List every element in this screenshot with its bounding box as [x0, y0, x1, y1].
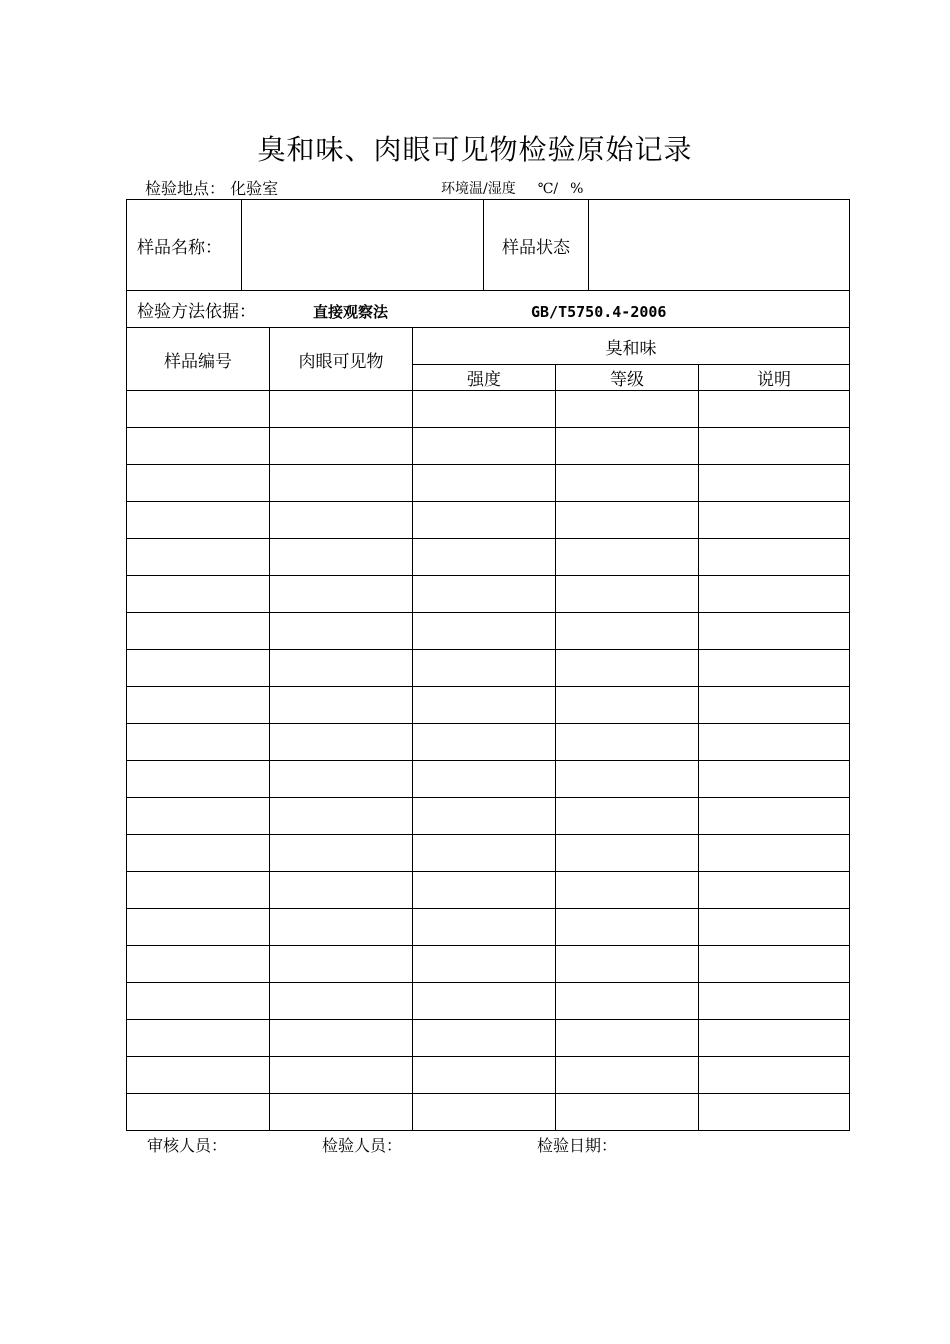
- cell-sample-no[interactable]: [127, 428, 270, 465]
- cell-sample-no[interactable]: [127, 872, 270, 909]
- table-row: [127, 724, 850, 761]
- cell-note[interactable]: [699, 835, 850, 872]
- cell-grade[interactable]: [556, 650, 699, 687]
- table-row: [127, 909, 850, 946]
- cell-intensity[interactable]: [413, 872, 556, 909]
- cell-grade[interactable]: [556, 687, 699, 724]
- cell-grade[interactable]: [556, 983, 699, 1020]
- table-row: [127, 539, 850, 576]
- cell-grade[interactable]: [556, 946, 699, 983]
- inspection-location: [145, 176, 278, 199]
- header-note: 说明: [699, 365, 850, 391]
- cell-grade[interactable]: [556, 1020, 699, 1057]
- method-label: 检验方法依据：: [137, 301, 256, 322]
- cell-note[interactable]: [699, 502, 850, 539]
- cell-grade[interactable]: [556, 1057, 699, 1094]
- cell-grade[interactable]: [556, 576, 699, 613]
- cell-note[interactable]: [699, 909, 850, 946]
- cell-visible-matter[interactable]: [270, 502, 413, 539]
- cell-intensity[interactable]: [413, 576, 556, 613]
- cell-sample-no[interactable]: [127, 909, 270, 946]
- cell-visible-matter[interactable]: [270, 465, 413, 502]
- page-title: 臭和味、肉眼可见物检验原始记录: [257, 133, 693, 166]
- cell-sample-no[interactable]: [127, 983, 270, 1020]
- table-row: [127, 391, 850, 428]
- table-row: [127, 1057, 850, 1094]
- table-row: [127, 872, 850, 909]
- header-intensity: 强度: [413, 365, 556, 391]
- table-row: [127, 835, 850, 872]
- cell-grade[interactable]: [556, 724, 699, 761]
- sample-state-label: 样品状态: [484, 200, 589, 291]
- location-value: 化验室: [230, 179, 279, 198]
- cell-sample-no[interactable]: [127, 835, 270, 872]
- cell-sample-no[interactable]: [127, 687, 270, 724]
- cell-visible-matter[interactable]: [270, 872, 413, 909]
- cell-intensity[interactable]: [413, 761, 556, 798]
- cell-note[interactable]: [699, 391, 850, 428]
- cell-visible-matter[interactable]: [270, 983, 413, 1020]
- cell-intensity[interactable]: [413, 946, 556, 983]
- cell-sample-no[interactable]: [127, 1020, 270, 1057]
- sample-name-field[interactable]: [242, 200, 484, 291]
- cell-visible-matter[interactable]: [270, 1020, 413, 1057]
- cell-intensity[interactable]: [413, 909, 556, 946]
- cell-note[interactable]: [699, 872, 850, 909]
- cell-grade[interactable]: [556, 613, 699, 650]
- cell-sample-no[interactable]: [127, 1094, 270, 1131]
- cell-note[interactable]: [699, 1094, 850, 1131]
- cell-sample-no[interactable]: [127, 798, 270, 835]
- cell-visible-matter[interactable]: [270, 909, 413, 946]
- table-row: [127, 465, 850, 502]
- cell-intensity[interactable]: [413, 465, 556, 502]
- cell-intensity[interactable]: [413, 687, 556, 724]
- cell-note[interactable]: [699, 613, 850, 650]
- cell-sample-no[interactable]: [127, 576, 270, 613]
- cell-note[interactable]: [699, 465, 850, 502]
- cell-visible-matter[interactable]: [270, 576, 413, 613]
- cell-grade[interactable]: [556, 539, 699, 576]
- cell-grade[interactable]: [556, 502, 699, 539]
- cell-sample-no[interactable]: [127, 391, 270, 428]
- table-row: [127, 613, 850, 650]
- table-row: [127, 502, 850, 539]
- cell-note[interactable]: [699, 576, 850, 613]
- cell-visible-matter[interactable]: [270, 613, 413, 650]
- cell-grade[interactable]: [556, 909, 699, 946]
- cell-visible-matter[interactable]: [270, 761, 413, 798]
- table-row: [127, 576, 850, 613]
- cell-sample-no[interactable]: [127, 465, 270, 502]
- method-row: [127, 291, 850, 328]
- table-row: [127, 983, 850, 1020]
- cell-sample-no[interactable]: [127, 650, 270, 687]
- cell-note[interactable]: [699, 428, 850, 465]
- cell-sample-no[interactable]: [127, 1057, 270, 1094]
- table-row: [127, 687, 850, 724]
- cell-visible-matter[interactable]: [270, 835, 413, 872]
- table-row: [127, 761, 850, 798]
- cell-visible-matter[interactable]: [270, 724, 413, 761]
- method-standard: GB/T5750.4-2006: [531, 302, 667, 321]
- inspection-date-label: 检验日期：: [537, 1136, 618, 1155]
- cell-intensity[interactable]: [413, 798, 556, 835]
- cell-grade[interactable]: [556, 428, 699, 465]
- cell-note[interactable]: [699, 539, 850, 576]
- cell-grade[interactable]: [556, 1094, 699, 1131]
- cell-note[interactable]: [699, 761, 850, 798]
- header-grade: 等级: [556, 365, 699, 391]
- cell-visible-matter[interactable]: [270, 1094, 413, 1131]
- inspector-label: 检验人员：: [322, 1136, 403, 1155]
- header-odor-taste: 臭和味: [413, 328, 850, 365]
- cell-note[interactable]: [699, 724, 850, 761]
- cell-intensity[interactable]: [413, 1020, 556, 1057]
- header-sample-no: 样品编号: [127, 328, 270, 391]
- cell-note[interactable]: [699, 798, 850, 835]
- sample-name-label: 样品名称：: [127, 200, 242, 291]
- cell-intensity[interactable]: [413, 724, 556, 761]
- cell-note[interactable]: [699, 650, 850, 687]
- cell-visible-matter[interactable]: [270, 946, 413, 983]
- header-visible-matter: 肉眼可见物: [270, 328, 413, 391]
- cell-visible-matter[interactable]: [270, 650, 413, 687]
- cell-grade[interactable]: [556, 465, 699, 502]
- cell-note[interactable]: [699, 687, 850, 724]
- cell-sample-no[interactable]: [127, 946, 270, 983]
- cell-visible-matter[interactable]: [270, 687, 413, 724]
- location-label: 检验地点：: [145, 179, 226, 198]
- reviewer-label: 审核人员：: [147, 1136, 228, 1155]
- cell-sample-no[interactable]: [127, 539, 270, 576]
- environment-label: 环境温/湿度: [441, 181, 516, 197]
- table-row: [127, 428, 850, 465]
- cell-grade[interactable]: [556, 391, 699, 428]
- cell-sample-no[interactable]: [127, 502, 270, 539]
- cell-visible-matter[interactable]: [270, 428, 413, 465]
- cell-intensity[interactable]: [413, 539, 556, 576]
- table-row: [127, 650, 850, 687]
- record-table: [126, 199, 850, 1131]
- cell-intensity[interactable]: [413, 835, 556, 872]
- method-name: 直接观察法: [313, 302, 389, 321]
- cell-grade[interactable]: [556, 761, 699, 798]
- cell-sample-no[interactable]: [127, 724, 270, 761]
- cell-intensity[interactable]: [413, 613, 556, 650]
- cell-note[interactable]: [699, 1057, 850, 1094]
- environment-info: [441, 178, 583, 198]
- cell-visible-matter[interactable]: [270, 798, 413, 835]
- sample-state-field[interactable]: [589, 200, 850, 291]
- cell-intensity[interactable]: [413, 983, 556, 1020]
- table-row: [127, 1094, 850, 1131]
- cell-intensity[interactable]: [413, 1094, 556, 1131]
- cell-visible-matter[interactable]: [270, 391, 413, 428]
- cell-note[interactable]: [699, 946, 850, 983]
- temperature-unit: ℃/: [537, 181, 559, 197]
- cell-note[interactable]: [699, 983, 850, 1020]
- cell-note[interactable]: [699, 1020, 850, 1057]
- table-row: [127, 1020, 850, 1057]
- cell-grade[interactable]: [556, 835, 699, 872]
- cell-intensity[interactable]: [413, 391, 556, 428]
- cell-sample-no[interactable]: [127, 613, 270, 650]
- humidity-unit: %: [570, 181, 584, 197]
- cell-intensity[interactable]: [413, 650, 556, 687]
- cell-sample-no[interactable]: [127, 761, 270, 798]
- cell-grade[interactable]: [556, 798, 699, 835]
- table-row: [127, 946, 850, 983]
- cell-intensity[interactable]: [413, 428, 556, 465]
- table-row: [127, 798, 850, 835]
- cell-grade[interactable]: [556, 872, 699, 909]
- cell-visible-matter[interactable]: [270, 1057, 413, 1094]
- cell-intensity[interactable]: [413, 502, 556, 539]
- cell-intensity[interactable]: [413, 1057, 556, 1094]
- cell-visible-matter[interactable]: [270, 539, 413, 576]
